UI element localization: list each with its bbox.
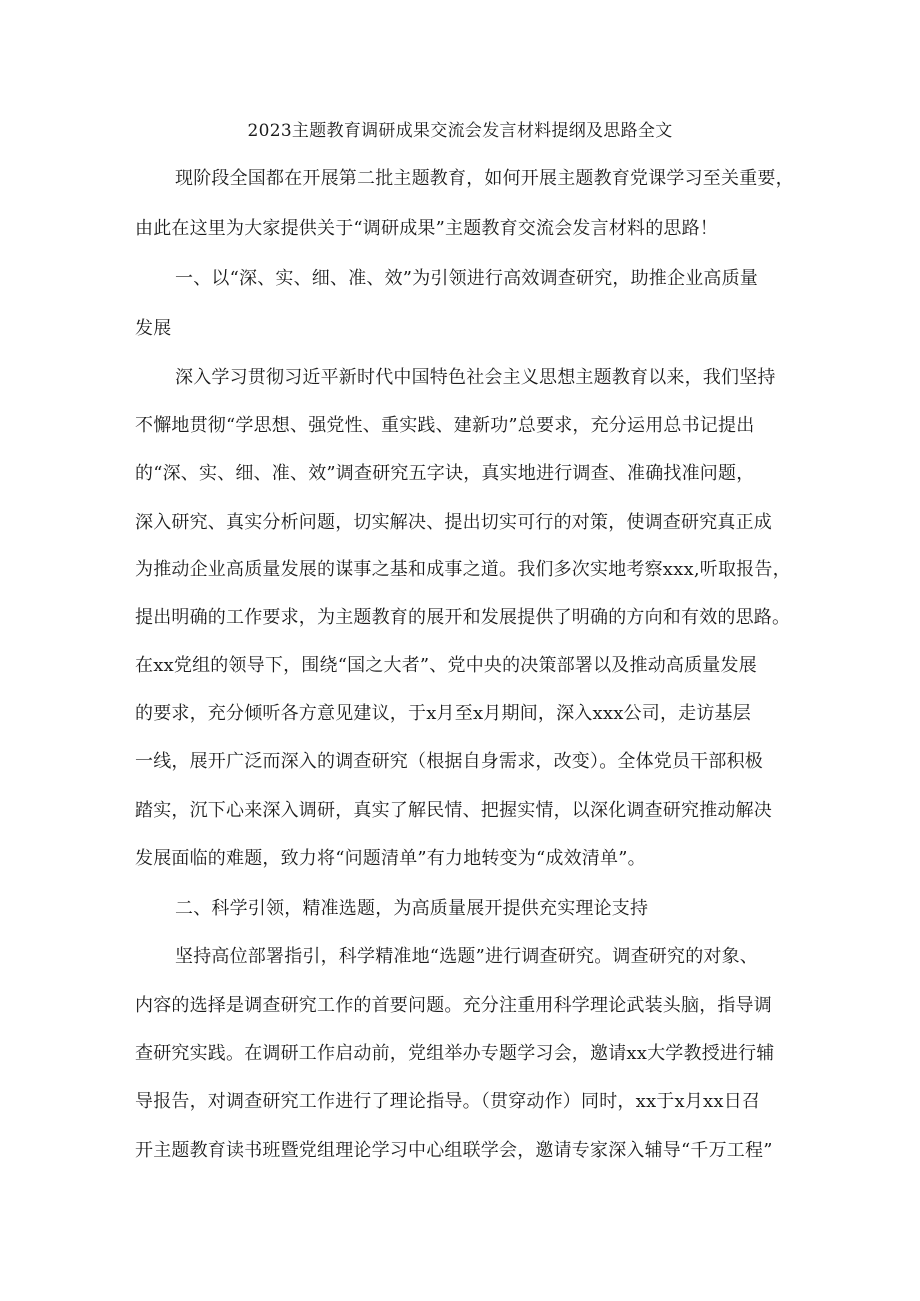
paragraph-1-line-9: 一线，展开广泛而深入的调查研究（根据自身需求，改变）。全体党员干部积极 <box>135 751 763 772</box>
paragraph-1-line-7: 在xx党组的领导下，围绕“国之大者”、党中央的决策部署以及推动高质量发展 <box>135 655 757 676</box>
paragraph-1-line-8: 的要求，充分倾听各方意见建议，于x月至x月期间，深入xxx公司，走访基层 <box>135 703 751 724</box>
paragraph-1-line-1: 深入学习贯彻习近平新时代中国特色社会主义思想主题教育以来，我们坚持 <box>175 367 776 388</box>
document-title: 2023主题教育调研成果交流会发言材料提纲及思路全文 <box>247 121 673 141</box>
section-2-heading: 二、科学引领，精准选题，为高质量展开提供充实理论支持 <box>175 898 649 919</box>
intro-line-1: 现阶段全国都在开展第二批主题教育，如何开展主题教育党课学习至关重要， <box>175 168 794 189</box>
paragraph-2-line-3: 查研究实践。在调研工作启动前，党组举办专题学习会，邀请xx大学教授进行辅 <box>135 1043 775 1064</box>
paragraph-2-line-1: 坚持高位部署指引，科学精准地“选题”进行调查研究。调查研究的对象、 <box>175 946 759 967</box>
paragraph-1-line-11: 发展面临的难题，致力将“问题清单”有力地转变为“成效清单”。 <box>135 848 646 869</box>
paragraph-2-line-2: 内容的选择是调查研究工作的首要问题。充分注重用科学理论武装头脑，指导调 <box>135 995 772 1016</box>
paragraph-1-line-5: 为推动企业高质量发展的谋事之基和成事之道。我们多次实地考察xxx,听取报告， <box>135 559 791 580</box>
paragraph-1-line-10: 踏实，沉下心来深入调研，真实了解民情、把握实情，以深化调查研究推动解决 <box>135 800 772 821</box>
paragraph-1-line-3: 的“深、实、细、准、效”调查研究五字诀，真实地进行调查、准确找准问题， <box>135 463 755 484</box>
section-1-heading-line-1: 一、以“深、实、细、准、效”为引领进行高效调查研究，助推企业高质量 <box>175 268 759 289</box>
intro-line-2: 由此在这里为大家提供关于“调研成果”主题教育交流会发言材料的思路！ <box>135 218 719 239</box>
paragraph-1-line-2: 不懈地贯彻“学思想、强党性、重实践、建新功”总要求，充分运用总书记提出 <box>135 415 755 436</box>
paragraph-2-line-4: 导报告，对调查研究工作进行了理论指导。（贯穿动作）同时，xx于x月xx日召 <box>135 1091 761 1112</box>
paragraph-2-line-5: 开主题教育读书班暨党组理论学习中心组联学会，邀请专家深入辅导“千万工程” <box>135 1140 773 1161</box>
paragraph-1-line-6: 提出明确的工作要求，为主题教育的展开和发展提供了明确的方向和有效的思路。 <box>135 607 791 628</box>
paragraph-1-line-4: 深入研究、真实分析问题，切实解决、提出切实可行的对策，使调查研究真正成 <box>135 512 772 533</box>
section-1-heading-line-2: 发展 <box>135 318 172 339</box>
